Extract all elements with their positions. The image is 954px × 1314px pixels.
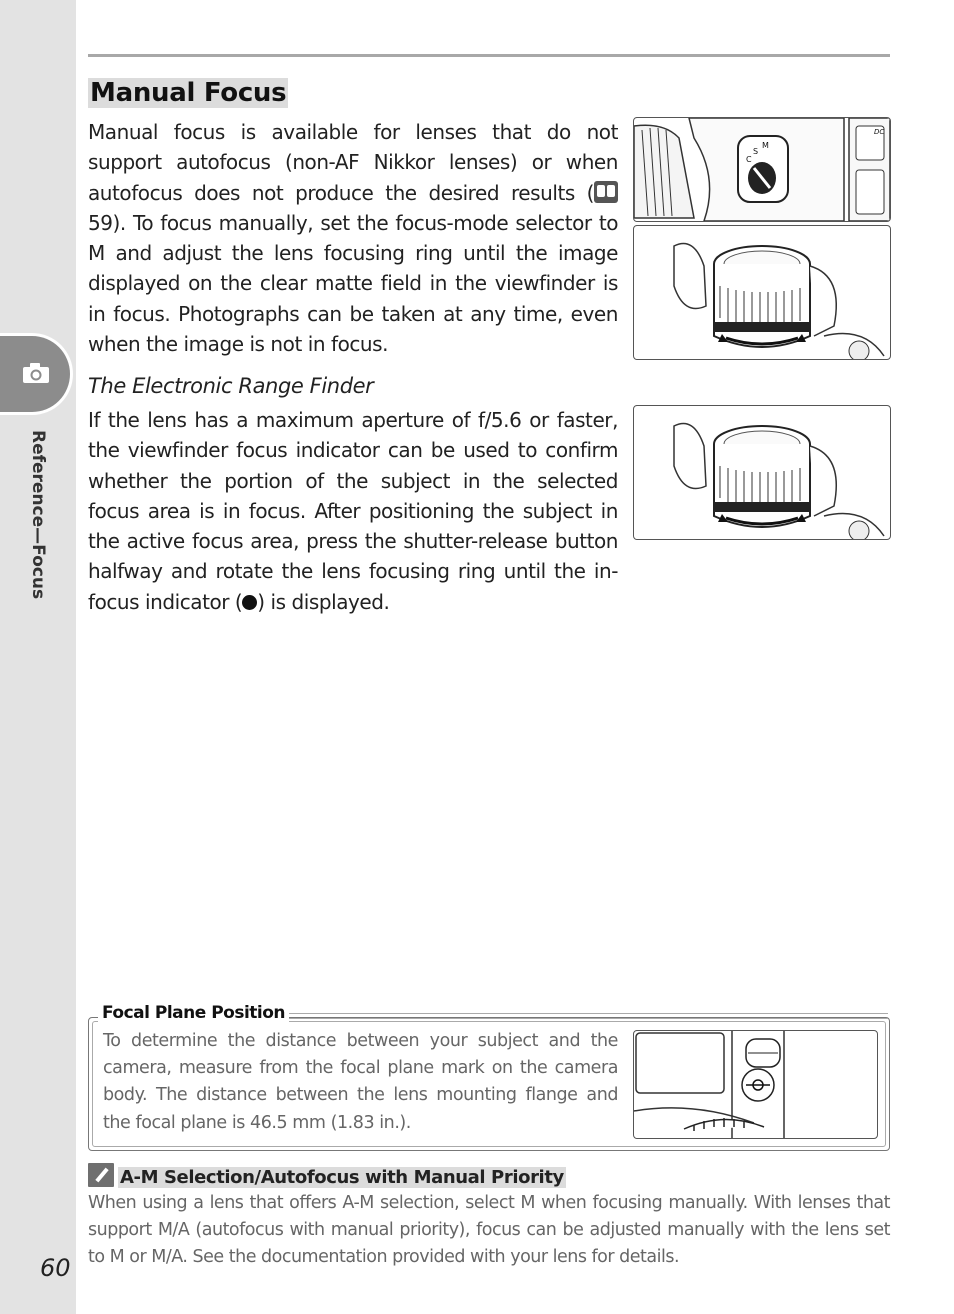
intro-text-1: Manual focus is available for lenses that do not support autofocus (non-AF Nikkor lenses) or when autofocus does not produce the desired results ( [88, 120, 618, 205]
note-heading [88, 1163, 566, 1188]
range-text-2: ) is displayed. [257, 589, 390, 614]
note-text: When using a lens that offers A-M selection, select M when focusing manually. With lenses that support M/A (autofocus with manual priority), focus can be adjusted manually with the lens set to M or M/A. See the documentation provided with your lens for details. [88, 1193, 890, 1268]
manual-focus-paragraph [88, 117, 618, 359]
focus-mode-selector-illustration [633, 117, 891, 222]
selector-label-m: M [762, 141, 769, 150]
note-title: A-M Selection/Autofocus with Manual Priority [120, 1167, 564, 1188]
focal-plane-illustration [633, 1030, 878, 1139]
dc-port-label: DC [874, 128, 885, 136]
top-rule [88, 54, 890, 57]
selector-label-s: S [753, 147, 759, 156]
book-reference-icon [594, 181, 618, 203]
camera-icon [22, 362, 50, 384]
intro-text-3: and adjust the lens focusing ring until the image displayed on the clear matte field in the viewfinder is in focus. Photographs can be taken at any time, even when the image is not in focus. [88, 241, 618, 357]
focal-plane-text: To determine the distance between your subject and the camera, measure from the focal plane mark on the camera body. The distance between the lens mounting flange and the focal plane is 46.5 mm (1.83 in.). [103, 1031, 618, 1133]
range-text-1: If the lens has a maximum aperture of f/5.6 or faster, the viewfinder focus indicator can be used to confirm whether the portion of the subject in the selected focus area is in focus. After positioning the subject in the active focus area, press the shutter-release button halfway and rotate the lens focusing ring until the in-focus indicator ( [88, 408, 618, 614]
focus-mode-letter: M [88, 241, 105, 266]
range-finder-illustration [633, 405, 891, 540]
in-focus-dot-icon [242, 595, 257, 610]
focal-title-rule [260, 1013, 888, 1019]
sidebar-strip [0, 0, 76, 1314]
pencil-icon [88, 1163, 114, 1187]
intro-page-ref: 59). [88, 210, 133, 235]
range-finder-heading: The Electronic Range Finder [88, 374, 374, 398]
focusing-ring-illustration [633, 225, 891, 360]
page-title: Manual Focus [90, 78, 287, 108]
section-label: Reference—Focus [28, 430, 48, 600]
page-number: 60 [40, 1254, 71, 1282]
focal-plane-title: Focal Plane Position [98, 1003, 289, 1023]
range-finder-paragraph [88, 405, 618, 617]
intro-text-2: To focus manually, set the focus-mode selector to [132, 210, 618, 235]
selector-label-c: C [746, 155, 752, 164]
